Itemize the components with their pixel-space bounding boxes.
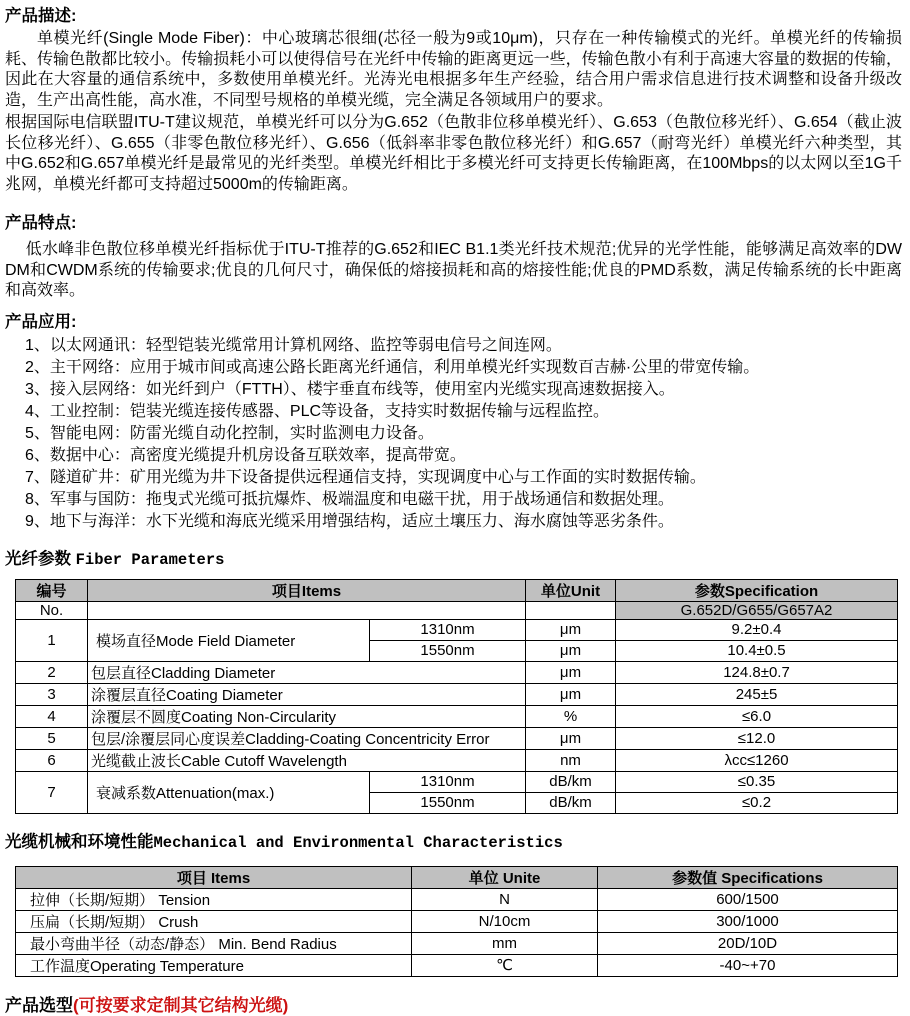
heading-product-description: 产品描述: <box>5 7 77 25</box>
table-row-operating-temperature <box>16 954 898 976</box>
header-cell-unit: 单位 Unite <box>412 866 598 888</box>
fiber-parameters-title-zh: 光纤参数 <box>5 549 71 568</box>
table-row-cladding-diameter <box>16 661 898 683</box>
cell-spec: λcc≤1260 <box>616 749 898 771</box>
mech-title-zh: 光缆机械和环境性能 <box>5 832 154 851</box>
application-item: 3、接入层网络：如光纤到户（FTTH）、楼宇垂直布线等，使用室内光缆实现高速数据接入。 <box>25 380 675 398</box>
cell-spec: ≤0.35 <box>616 771 898 792</box>
cell-unit: mm <box>412 932 598 954</box>
table-row-coating-diameter <box>16 683 898 705</box>
cell-spec: ≤6.0 <box>616 705 898 727</box>
cell-wavelength: 1550nm <box>370 792 526 813</box>
cell-no: 7 <box>16 771 88 813</box>
description-paragraph-2: 根据国际电信联盟ITU-T建议规范，单模光纤可以分为G.652（色散非位移单模光纤）、G.653（色散位移光纤）、G.654（截止波长位移光纤）、G.655（非零色散位移光纤）、G.656（低斜率非零色散位移光纤）和G.657（耐弯光纤）单模光纤六种类型，其中G.652和G.657单模光纤是最常见的光纤类型。单模光纤相比于多模光纤可支持更长传输距离，在100Mbps的以太网以至1G千兆网，单模光纤都可支持超过5000m的传输距离。 <box>5 114 902 193</box>
fiber-parameters-table <box>15 579 898 814</box>
cell-unit: % <box>526 705 616 727</box>
header-cell-item: 项目 Items <box>16 866 412 888</box>
cell-wavelength: 1550nm <box>370 640 526 661</box>
cell-no: 3 <box>16 683 88 705</box>
application-item: 6、数据中心：高密度光缆提升机房设备互联效率，提高带宽。 <box>25 446 466 464</box>
applications-list <box>5 335 902 533</box>
cell-unit: μm <box>526 727 616 749</box>
header-cell-spec-grade: G.652D/G655/G657A2 <box>616 601 898 619</box>
mech-table-header-row <box>16 866 898 888</box>
header-cell-unit: 单位Unit <box>526 579 616 601</box>
heading-fiber-parameters <box>5 549 902 571</box>
cell-item: 工作温度Operating Temperature <box>16 954 412 976</box>
cell-spec: ≤0.2 <box>616 792 898 813</box>
fiber-parameters-title-en: Fiber Parameters <box>75 550 225 569</box>
cell-item: 包层/涂覆层同心度误差Cladding-Coating Concentricity Error <box>88 727 526 749</box>
cell-item: 光缆截止波长Cable Cutoff Wavelength <box>88 749 526 771</box>
heading-product-selection <box>5 995 902 1016</box>
description-paragraph-1: 单模光纤(Single Mode Fiber)：中心玻璃芯很细(芯径一般为9或10μm)，只存在一种传输模式的光纤。单模光纤的传输损耗、传输色散都比较小。传输损耗小可以使得信号在光纤中传输的距离更远一些，传输色散小有利于高速大容量的数据的传输，因此在大容量的通信系统中，多数使用单模光纤。光涛光电根据多年生产经验，结合用户需求信息进行技术调整和设备升级改造，生产出高性能，高水准，不同型号规格的单模光缆，完全满足各领域用户的要求。 <box>5 30 902 109</box>
header-cell-unit-blank <box>526 601 616 619</box>
header-cell-no-en: No. <box>16 601 88 619</box>
cell-item: 拉伸（长期/短期） Tension <box>16 888 412 910</box>
cell-item: 最小弯曲半径（动态/静态） Min. Bend Radius <box>16 932 412 954</box>
cell-unit: μm <box>526 619 616 640</box>
cell-item: 涂覆层不圆度Coating Non-Circularity <box>88 705 526 727</box>
table-row-attenuation-1310 <box>16 771 898 792</box>
application-item: 5、智能电网：防雷光缆自动化控制，实时监测电力设备。 <box>25 424 434 442</box>
cell-wavelength: 1310nm <box>370 619 526 640</box>
table-row-min-bend-radius <box>16 932 898 954</box>
cell-spec: 245±5 <box>616 683 898 705</box>
heading-product-features: 产品特点: <box>5 214 77 232</box>
cell-unit: ℃ <box>412 954 598 976</box>
product-selection-label: 产品选型 <box>5 995 73 1015</box>
cell-unit: μm <box>526 640 616 661</box>
cell-unit: nm <box>526 749 616 771</box>
fiber-table-header-row <box>16 579 898 601</box>
cell-spec: 124.8±0.7 <box>616 661 898 683</box>
cell-spec: 9.2±0.4 <box>616 619 898 640</box>
table-row-coating-non-circularity <box>16 705 898 727</box>
application-item: 7、隧道矿井：矿用光缆为井下设备提供远程通信支持，实现调度中心与工作面的实时数据传输。 <box>25 468 706 486</box>
cell-spec: -40~+70 <box>598 954 898 976</box>
cell-spec: 20D/10D <box>598 932 898 954</box>
application-item: 9、地下与海洋：水下光缆和海底光缆采用增强结构，适应土壤压力、海水腐蚀等恶劣条件。 <box>25 512 674 530</box>
header-cell-items-blank <box>88 601 526 619</box>
cell-no: 1 <box>16 619 88 661</box>
cell-item: 压扁（长期/短期） Crush <box>16 910 412 932</box>
table-row-cable-cutoff-wavelength <box>16 749 898 771</box>
cell-unit: μm <box>526 661 616 683</box>
fiber-table-subheader-row <box>16 601 898 619</box>
cell-item: 模场直径Mode Field Diameter <box>88 619 370 661</box>
product-selection-note: (可按要求定制其它结构光缆) <box>73 995 289 1015</box>
cell-item: 包层直径Cladding Diameter <box>88 661 526 683</box>
application-item: 1、以太网通讯：轻型铠装光缆常用计算机网络、监控等弱电信号之间连网。 <box>25 336 562 354</box>
table-row-mode-field-1310 <box>16 619 898 640</box>
cell-wavelength: 1310nm <box>370 771 526 792</box>
cell-unit: dB/km <box>526 792 616 813</box>
table-row-tension <box>16 888 898 910</box>
application-item: 4、工业控制：铠装光缆连接传感器、PLC等设备，支持实时数据传输与远程监控。 <box>25 402 610 420</box>
mechanical-table <box>15 866 898 977</box>
cell-spec: 10.4±0.5 <box>616 640 898 661</box>
cell-spec: 600/1500 <box>598 888 898 910</box>
header-cell-spec: 参数Specification <box>616 579 898 601</box>
cell-unit: N <box>412 888 598 910</box>
cell-item: 衰减系数Attenuation(max.) <box>88 771 370 813</box>
features-paragraph: 低水峰非色散位移单模光纤指标优于ITU-T推荐的G.652和IEC B1.1类光纤技术规范;优异的光学性能，能够满足高效率的DWDM和CWDM系统的传输要求;优良的几何尺寸，确保低的熔接损耗和高的熔接性能;优良的PMD系数，满足传输系统的长中距离和高效率。 <box>5 241 902 299</box>
cell-unit: dB/km <box>526 771 616 792</box>
cell-spec: ≤12.0 <box>616 727 898 749</box>
cell-unit: μm <box>526 683 616 705</box>
header-cell-items: 项目Items <box>88 579 526 601</box>
cell-no: 2 <box>16 661 88 683</box>
cell-unit: N/10cm <box>412 910 598 932</box>
cell-spec: 300/1000 <box>598 910 898 932</box>
heading-product-applications: 产品应用: <box>5 312 77 331</box>
cell-no: 5 <box>16 727 88 749</box>
table-row-concentricity-error <box>16 727 898 749</box>
cell-item: 涂覆层直径Coating Diameter <box>88 683 526 705</box>
cell-no: 4 <box>16 705 88 727</box>
heading-mechanical-characteristics <box>5 832 902 854</box>
header-cell-spec: 参数值 Specifications <box>598 866 898 888</box>
application-item: 8、军事与国防：拖曳式光缆可抵抗爆炸、极端温度和电磁干扰，用于战场通信和数据处理。 <box>25 490 674 508</box>
table-row-crush <box>16 910 898 932</box>
header-cell-no: 编号 <box>16 579 88 601</box>
cell-no: 6 <box>16 749 88 771</box>
mech-title-en: Mechanical and Environmental Characteristics <box>153 833 563 852</box>
application-item: 2、主干网络：应用于城市间或高速公路长距离光纤通信，利用单模光纤实现数百吉赫·公里的带宽传输。 <box>25 358 760 376</box>
